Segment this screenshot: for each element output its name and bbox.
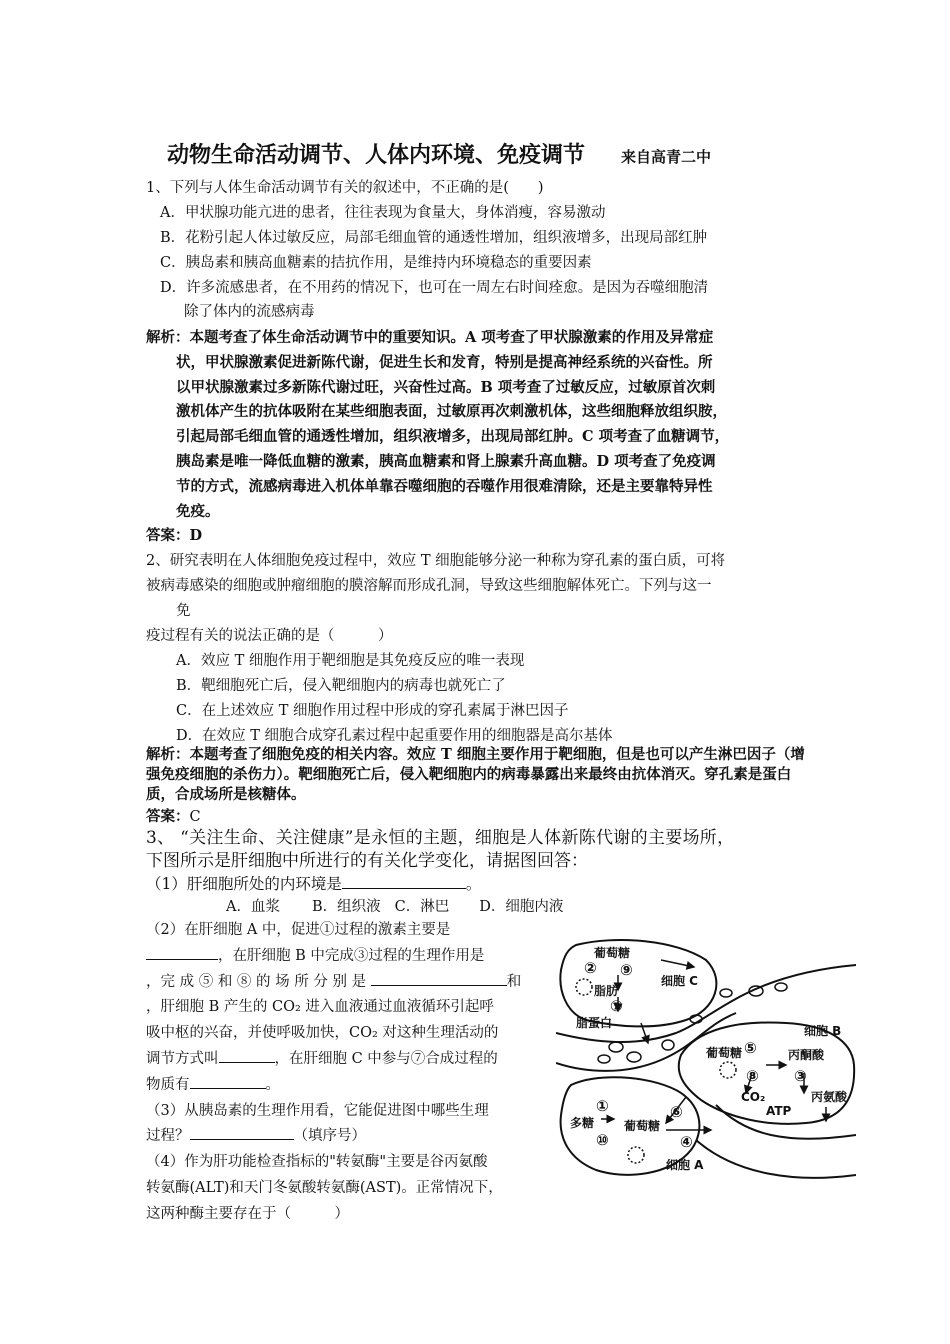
num-3: ③ bbox=[794, 1067, 807, 1085]
q1-option-a: A．甲状腺功能亢进的患者，往往表现为食量大，身体消瘦，容易激动 bbox=[160, 205, 606, 221]
q3-sub2-text: ，在肝细胞 C 中参与⑦合成过程的 bbox=[274, 1050, 498, 1067]
q3-sub4-line: 这两种酶主要存在于（ ） bbox=[146, 1205, 349, 1222]
q2-stem-line: 2、研究表明在人体细胞免疫过程中，效应 T 细胞能够分泌一种称为穿孔素的蛋白质，可将 bbox=[146, 553, 726, 569]
alanine-label: 丙氨酸 bbox=[811, 1090, 848, 1104]
q3-sub1-end: 。 bbox=[465, 875, 482, 893]
answer-blank[interactable] bbox=[342, 874, 466, 889]
title-text: 动物生命活动调节、人体内环境、免疫调节 bbox=[167, 142, 586, 168]
q2-option-a: A．效应 T 细胞作用于靶细胞是其免疫反应的唯一表现 bbox=[176, 653, 525, 669]
analysis-line: 节的方式，流感病毒进入机体单靠吞噬细胞的吞噬作用很难清除，还是主要靠特异性 bbox=[176, 477, 713, 495]
num-2: ② bbox=[584, 959, 597, 977]
answer-blank[interactable] bbox=[371, 971, 507, 986]
option: B．组织液 bbox=[311, 899, 381, 915]
q3-sub2 bbox=[146, 918, 550, 1228]
q3-sub3-text: 过程？ bbox=[146, 1128, 190, 1145]
num-10: ⑩ bbox=[596, 1131, 609, 1149]
q3-sub2-line bbox=[146, 1073, 550, 1099]
analysis-line: 胰岛素是唯一降低血糖的激素，胰高血糖素和肾上腺素升高血糖。D 项考查了免疫调 bbox=[176, 452, 716, 470]
option: D．细胞内液 bbox=[479, 899, 564, 915]
co2-label: CO₂ bbox=[741, 1090, 766, 1104]
num-7: ⑦ bbox=[610, 997, 623, 1015]
q1-option-d-cont: 除了体内的流感病毒 bbox=[184, 304, 315, 320]
num-4: ④ bbox=[680, 1133, 693, 1151]
q1-option-d: D．许多流感患者，在不用药的情况下，也可在一周左右时间痊愈。是因为吞噬细胞清 bbox=[160, 280, 709, 296]
q3-sub1-text: （1）肝细胞所处的内环境是 bbox=[146, 875, 342, 893]
q2-stem-line: 被病毒感染的细胞或肿瘤细胞的膜溶解而形成孔洞，导致这些细胞解体死亡。下列与这一 bbox=[146, 578, 712, 594]
q3-sub3-line: （3）从胰岛素的生理作用看，它能促进图中哪些生理 bbox=[146, 1102, 489, 1119]
num-5: ⑤ bbox=[744, 1039, 757, 1057]
q3-sub2-text: 调节方式叫 bbox=[146, 1050, 219, 1067]
q3-intro: 3、 “关注生命、关注健康”是永恒的主题，细胞是人体新陈代谢的主要场所， bbox=[146, 828, 735, 848]
q3-sub3-line bbox=[146, 1124, 550, 1150]
answer-blank[interactable] bbox=[146, 945, 218, 960]
q3-sub4-line: （4）作为肝功能检查指标的"转氨酶"主要是谷丙氨酸 bbox=[146, 1154, 488, 1171]
q3-sub2-line bbox=[146, 970, 550, 996]
q3-sub2-text: 。 bbox=[265, 1076, 280, 1093]
analysis-line: 引起局部毛细血管的通透性增加，组织液增多，出现局部红肿。C 项考查了血糖调节， bbox=[176, 428, 730, 446]
q2-answer bbox=[146, 807, 201, 827]
option: C．淋巴 bbox=[394, 899, 450, 915]
q1-option-b: B．花粉引起人体过敏反应，局部毛细血管的通透性增加，组织液增多，出现局部红肿 bbox=[160, 230, 708, 246]
lipoprotein-label: 脂蛋白 bbox=[576, 1016, 613, 1030]
q2-answer-label: 答案： bbox=[146, 808, 190, 825]
source-label: 来自高青二中 bbox=[621, 148, 712, 166]
q3-sub2-line: 吸中枢的兴奋，并使呼吸加快，CO₂ 对这种生理活动的 bbox=[146, 1025, 499, 1042]
q3-sub2-text: ，完 成 ⑤ 和 ⑧ 的 场 所 分 别 是 bbox=[146, 973, 367, 990]
q1-option-c: C．胰岛素和胰高血糖素的拮抗作用，是维持内环境稳态的重要因素 bbox=[160, 255, 592, 271]
q3-sub2-text: 物质有 bbox=[146, 1076, 190, 1093]
analysis-line: 解析：本题考查了体生命活动调节中的重要知识。A 项考查了甲状腺激素的作用及异常症 bbox=[146, 329, 714, 346]
q3-sub2-line bbox=[146, 1047, 550, 1073]
q2-stem-line: 免 bbox=[176, 603, 191, 619]
num-6: ⑥ bbox=[670, 1103, 683, 1121]
q1-analysis bbox=[146, 326, 818, 524]
num-1: ① bbox=[596, 1097, 609, 1115]
answer-blank[interactable] bbox=[190, 1074, 266, 1089]
q3-sub4-line: 转氨酶(ALT)和天门冬氨酸转氨酶(AST)。正常情况下， bbox=[146, 1179, 503, 1196]
option: A．血浆 bbox=[226, 899, 280, 915]
num-8: ⑧ bbox=[746, 1067, 759, 1085]
analysis-line: 免疫。 bbox=[176, 502, 220, 520]
analysis-line: 激机体产生的抗体吸附在某些细胞表面，过敏原再次刺激机体，这些细胞释放组织胺， bbox=[176, 403, 727, 421]
answer-blank[interactable] bbox=[219, 1048, 275, 1063]
diagram-svg bbox=[556, 935, 856, 1185]
q1-stem: 1、下列与人体生命活动调节有关的叙述中，不正确的是( ) bbox=[146, 180, 544, 196]
vessel-wall bbox=[696, 1140, 856, 1178]
q3-sub2-line bbox=[146, 944, 550, 970]
q3-sub2-line: ，肝细胞 B 产生的 CO₂ 进入血液通过血液循环引起呼 bbox=[146, 999, 494, 1016]
analysis-line: 以甲状腺激素过多新陈代谢过旺，兴奋性过高。B 项考查了过敏反应，过敏原首次刺 bbox=[176, 378, 716, 396]
cell-c-label: 细胞 C bbox=[661, 974, 698, 988]
q3-sub3-text: （填序号） bbox=[293, 1128, 366, 1145]
q2-option-c: C．在上述效应 T 细胞作用过程中形成的穿孔素属于淋巴因子 bbox=[176, 703, 569, 719]
arrow bbox=[661, 960, 694, 967]
q2-analysis: 解析：本题考查了细胞免疫的相关内容。效应 T 细胞主要作用于靶细胞，但是也可以产生淋巴因子（增强免疫细胞的杀伤力）。靶细胞死亡后，侵入靶细胞内的病毒暴露出来最终由抗体消灭。穿孔素是蛋白质，合成场所是核糖体。 bbox=[146, 746, 805, 803]
fat-label: 脂肪 bbox=[594, 984, 619, 998]
pyruvate-label: 丙酮酸 bbox=[788, 1048, 825, 1062]
liver-cell-diagram bbox=[556, 935, 856, 1185]
q3-sub1 bbox=[146, 874, 481, 894]
glucose-label-a: 葡萄糖 bbox=[624, 1119, 661, 1133]
q3-sub2-text: 和 bbox=[506, 973, 522, 990]
q2-answer-value: C bbox=[189, 809, 201, 825]
page-title bbox=[167, 138, 711, 169]
q3-sub2-line: （2）在肝细胞 A 中，促进①过程的激素主要是 bbox=[146, 922, 451, 938]
q3-intro: 下图所示是肝细胞中所进行的有关化学变化，请据图回答： bbox=[146, 851, 588, 871]
glucose-label-b: 葡萄糖 bbox=[706, 1046, 743, 1060]
num-9: ⑨ bbox=[620, 961, 633, 979]
polysaccharide-label: 多糖 bbox=[570, 1116, 595, 1130]
atp-label: ATP bbox=[766, 1104, 792, 1118]
answer-blank[interactable] bbox=[190, 1125, 294, 1140]
glucose-label: 葡萄糖 bbox=[594, 946, 631, 960]
cell-a-label: 细胞 A bbox=[666, 1158, 704, 1172]
cell-b-label: 细胞 B bbox=[804, 1024, 842, 1038]
analysis-line: 状，甲状腺激素促进新陈代谢，促进生长和发育，特别是提高神经系统的兴奋性。所 bbox=[176, 353, 713, 371]
q2-option-b: B．靶细胞死亡后，侵入靶细胞内的病毒也就死亡了 bbox=[176, 678, 506, 694]
q3-sub2-text: ，在肝细胞 B 中完成③过程的生理作用是 bbox=[218, 947, 485, 964]
q2-option-d: D．在效应 T 细胞合成穿孔素过程中起重要作用的细胞器是高尔基体 bbox=[176, 728, 613, 744]
q1-answer: 答案：D bbox=[146, 527, 203, 544]
q2-stem-line: 疫过程有关的说法正确的是（ ） bbox=[146, 628, 393, 644]
q3-sub1-options bbox=[226, 897, 563, 917]
